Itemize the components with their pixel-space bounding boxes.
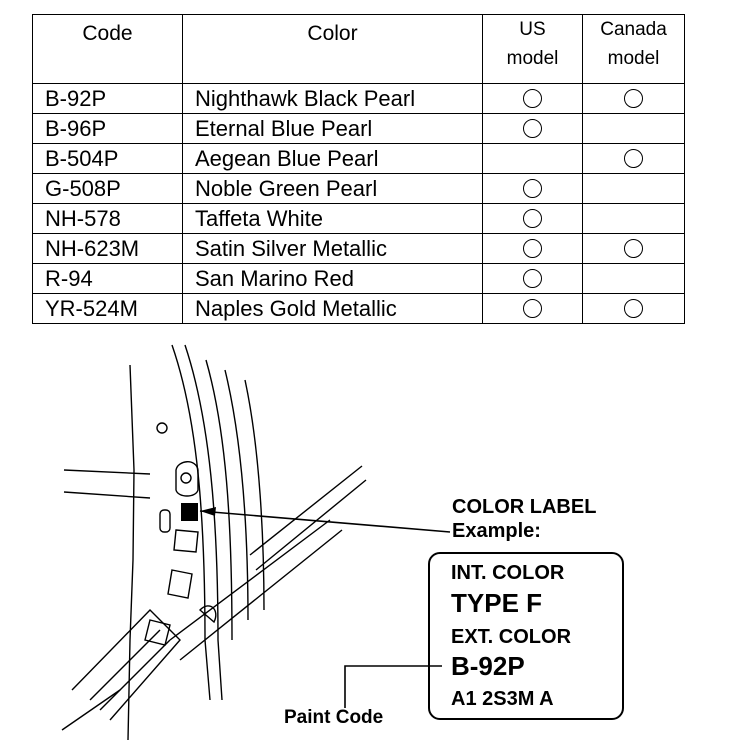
cell-color: Taffeta White — [183, 204, 483, 234]
cell-us-availability — [483, 84, 583, 114]
int-color-label: INT. COLOR — [451, 562, 565, 584]
door-pillar-drawing — [62, 345, 366, 740]
available-circle-icon — [523, 299, 542, 318]
pillar-outer-line — [128, 365, 134, 740]
cell-color: Noble Green Pearl — [183, 174, 483, 204]
step-plate — [72, 610, 180, 720]
available-circle-icon — [523, 179, 542, 198]
cell-code: B-504P — [33, 144, 183, 174]
available-circle-icon — [523, 269, 542, 288]
available-circle-icon — [523, 89, 542, 108]
table-row — [33, 294, 685, 324]
cell-us-availability — [483, 174, 583, 204]
door-jamb-diagram — [0, 330, 736, 754]
cell-color: San Marino Red — [183, 264, 483, 294]
table-row — [33, 144, 685, 174]
cell-us-availability — [483, 264, 583, 294]
cell-color: Aegean Blue Pearl — [183, 144, 483, 174]
ext-color-label: EXT. COLOR — [451, 626, 572, 648]
ext-color-value: B-92P — [451, 651, 525, 681]
body-panel-line-1 — [64, 470, 150, 474]
pillar-edge-1 — [172, 345, 210, 700]
cell-color: Nighthawk Black Pearl — [183, 84, 483, 114]
cell-code: NH-623M — [33, 234, 183, 264]
model-code-text: A1 2S3M A — [451, 688, 554, 710]
sill-line-1 — [250, 466, 362, 555]
available-circle-icon — [523, 239, 542, 258]
header-canada-model — [583, 15, 685, 84]
available-circle-icon — [523, 119, 542, 138]
cell-us-availability — [483, 294, 583, 324]
cell-code: B-92P — [33, 84, 183, 114]
color-label-sticker — [181, 503, 198, 521]
paint-color-table — [32, 14, 684, 321]
cell-code: YR-524M — [33, 294, 183, 324]
cell-color: Eternal Blue Pearl — [183, 114, 483, 144]
header-color: Color — [183, 15, 483, 84]
available-circle-icon — [624, 299, 643, 318]
cell-canada-availability — [583, 294, 685, 324]
cell-code: B-96P — [33, 114, 183, 144]
cell-canada-availability — [583, 204, 685, 234]
sill-line-3 — [170, 520, 330, 640]
hinge-bolt — [157, 423, 167, 433]
floor-line — [62, 690, 120, 730]
table-row — [33, 114, 685, 144]
header-canada-line2: model — [607, 48, 660, 69]
pillar-edge-4 — [225, 370, 248, 620]
striker-plate — [176, 462, 198, 496]
header-us-line1: US — [519, 19, 546, 40]
header-us-line2: model — [506, 48, 559, 69]
pillar-hole-1 — [174, 530, 198, 552]
pillar-hole-4 — [200, 606, 216, 622]
leader-arrowhead — [200, 507, 216, 516]
paint-code-label: Paint Code — [284, 707, 384, 728]
cell-code: R-94 — [33, 264, 183, 294]
sill-line-2 — [256, 480, 366, 570]
available-circle-icon — [624, 239, 643, 258]
header-us-model — [483, 15, 583, 84]
cell-us-availability — [483, 114, 583, 144]
available-circle-icon — [624, 149, 643, 168]
cell-us-availability — [483, 234, 583, 264]
table-header-row — [33, 15, 685, 84]
int-color-value: TYPE F — [451, 588, 543, 618]
table-body — [33, 84, 685, 324]
table-row — [33, 234, 685, 264]
cell-canada-availability — [583, 234, 685, 264]
cell-code: NH-578 — [33, 204, 183, 234]
striker-bolt — [181, 473, 191, 483]
table-row — [33, 204, 685, 234]
cell-canada-availability — [583, 84, 685, 114]
color-code-table — [32, 14, 685, 324]
example-text: Example: — [452, 520, 541, 542]
table-row — [33, 84, 685, 114]
cell-color: Naples Gold Metallic — [183, 294, 483, 324]
pillar-hole-2 — [168, 570, 192, 598]
header-code: Code — [33, 15, 183, 84]
header-canada-line1: Canada — [600, 19, 667, 40]
available-circle-icon — [523, 209, 542, 228]
cell-canada-availability — [583, 174, 685, 204]
cell-us-availability — [483, 204, 583, 234]
pillar-edge-2 — [185, 345, 222, 700]
available-circle-icon — [624, 89, 643, 108]
table-row — [33, 174, 685, 204]
cell-canada-availability — [583, 114, 685, 144]
cell-color: Satin Silver Metallic — [183, 234, 483, 264]
body-panel-line-2 — [64, 492, 150, 498]
pillar-edge-3 — [206, 360, 232, 640]
cell-us-availability — [483, 144, 583, 174]
cell-canada-availability — [583, 264, 685, 294]
cell-code: G-508P — [33, 174, 183, 204]
table-row — [33, 264, 685, 294]
door-check-slot — [160, 510, 170, 532]
cell-canada-availability — [583, 144, 685, 174]
color-label-title: COLOR LABEL — [452, 496, 597, 518]
